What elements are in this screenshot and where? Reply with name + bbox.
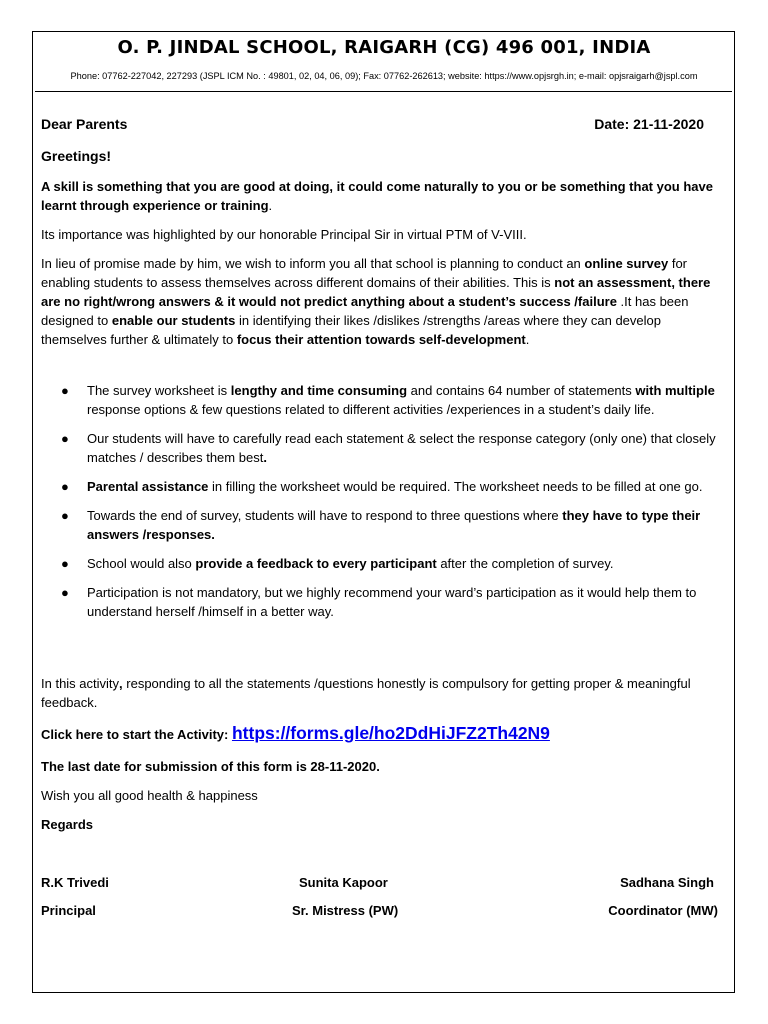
- signatory-title: Principal: [41, 903, 96, 918]
- wishes: Wish you all good health & happiness: [41, 788, 258, 803]
- signatory-title: Coordinator (MW): [608, 903, 718, 918]
- greeting: Greetings!: [41, 148, 112, 164]
- signatory-name: Sadhana Singh: [620, 875, 714, 890]
- paragraph-skill: A skill is something that you are good at doing, it could come naturally to you or be something that you have learnt through experience or training.: [41, 179, 713, 213]
- list-item: ● School would also provide a feedback to every participant after the completion of survey.: [61, 556, 614, 571]
- paragraph-importance: Its importance was highlighted by our honorable Principal Sir in virtual PTM of V-VIII.: [41, 227, 527, 242]
- school-name: O. P. JINDAL SCHOOL, RAIGARH (CG) 496 001, INDIA: [117, 37, 651, 58]
- letter-date: Date: 21-11-2020: [594, 116, 704, 132]
- paragraph-honesty: In this activity, responding to all the statements /questions honestly is compulsory for getting proper & meaningful feedback.: [41, 676, 691, 710]
- contact-line: Phone: 07762-227042, 227293 (JSPL ICM No. : 49801, 02, 04, 06, 09); Fax: 07762-262613; website: https://www.opjsrgh.in; e-mail: opjsraigarh@jspl.com: [70, 71, 698, 81]
- signatory-name: R.K Trivedi: [41, 875, 109, 890]
- bullet-icon: ●: [61, 431, 69, 446]
- bullet-icon: ●: [61, 383, 69, 398]
- list-item: ● The survey worksheet is lengthy and time consuming and contains 64 number of statements with multiple response options & few questions related to different activities /experiences in a student’s daily life.: [61, 383, 715, 417]
- list-item: ● Parental assistance in filling the worksheet would be required. The worksheet needs to be filled at one go.: [61, 479, 703, 494]
- last-date-notice: The last date for submission of this form is 28-11-2020.: [41, 759, 380, 774]
- activity-link[interactable]: https://forms.gle/ho2DdHiJFZ2Th42N9: [231, 723, 550, 743]
- list-item: ● Our students will have to carefully read each statement & select the response category (only one) that closely matches / describes them best.: [61, 431, 716, 465]
- bullet-list: [41, 381, 721, 621]
- list-item: ● Participation is not mandatory, but we highly recommend your ward’s participation as it would help them to understand herself /himself in a better way.: [61, 585, 697, 619]
- bullet-icon: ●: [61, 479, 69, 494]
- signatory-name: Sunita Kapoor: [299, 875, 388, 890]
- regards: Regards: [41, 817, 94, 832]
- activity-link-row: Click here to start the Activity: https://forms.gle/ho2DdHiJFZ2Th42N9: [41, 723, 550, 743]
- salutation: Dear Parents: [41, 116, 128, 132]
- bullet-icon: ●: [61, 556, 69, 571]
- header-divider: [35, 91, 732, 92]
- list-item: ● Towards the end of survey, students will have to respond to three questions where they have to type their answers /responses.: [61, 508, 701, 542]
- bullet-icon: ●: [61, 508, 69, 523]
- bullet-icon: ●: [61, 585, 69, 600]
- paragraph-survey-intro: In lieu of promise made by him, we wish to inform you all that school is planning to conduct an online survey for enabling students to assess themselves across different domains of their abilities. This is not an assessment, there are no right/wrong answers & it would not predict anything about a student’s success /failure .It has been designed to enable our students in identifying their likes /dislikes /strengths /areas where they can develop themselves further & ultimately to focus their attention towards self-development.: [41, 256, 711, 347]
- signatory-title: Sr. Mistress (PW): [292, 903, 399, 918]
